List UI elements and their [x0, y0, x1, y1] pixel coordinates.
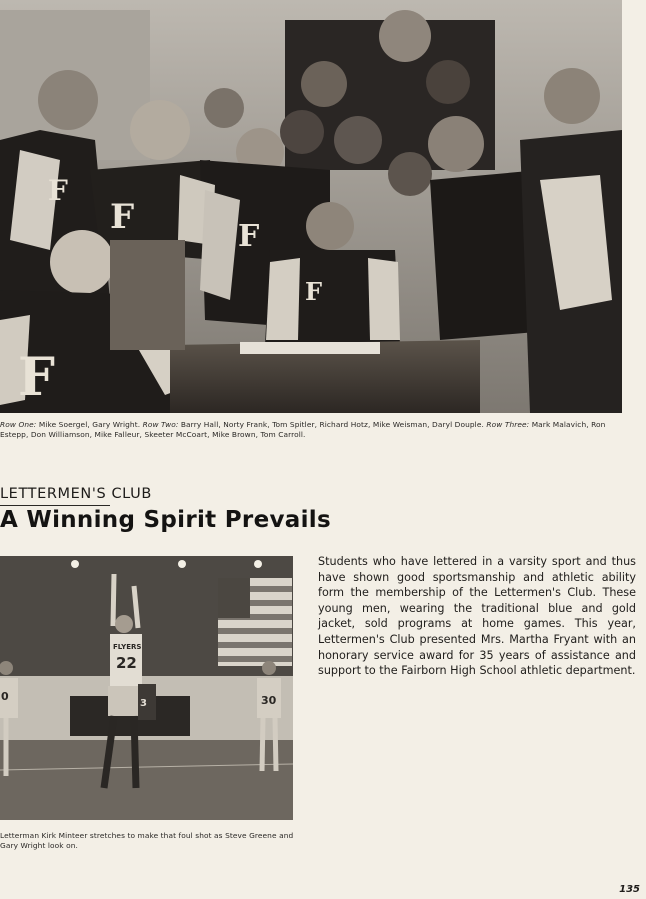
lettermen-group-photo-drawing — [0, 0, 622, 413]
caption-row-one-names: Mike Soergel, Gary Wright. — [36, 420, 143, 429]
foul-shot-caption: Letterman Kirk Minteer stretches to make that foul shot as Steve Greene and Gary Wright look on. — [0, 831, 294, 850]
page-headline: A Winning Spirit Prevails — [0, 507, 331, 533]
left-player-jersey-number: 0 — [1, 690, 9, 703]
caption-row-one-label: Row One: — [0, 420, 37, 429]
jacket-letter-2: F — [110, 197, 135, 237]
shooter-jersey-number: 22 — [116, 654, 137, 672]
foul-shot-photo-drawing — [0, 556, 293, 820]
jacket-letter-5: F — [305, 277, 323, 306]
caption-row-three-label: Row Three: — [486, 420, 530, 429]
jacket-letter-4: F — [48, 174, 68, 207]
right-player-jersey-number: 30 — [261, 694, 277, 707]
page-number: 135 — [619, 884, 640, 895]
shooter-jersey-team: FLYERS — [113, 643, 142, 651]
caption-row-two-label: Row Two: — [142, 420, 179, 429]
section-label: LETTERMEN'S CLUB — [0, 486, 152, 502]
jacket-letter-3: F — [238, 219, 260, 254]
jacket-letter-1: F — [18, 347, 55, 408]
section-divider — [0, 505, 110, 506]
caption-row-three-names: Mark Malavich, Ron Estepp, Don Williamson, Mike Falleur, Skeeter McCoart, Mike Brown, Tom Carroll. — [0, 420, 606, 439]
lettermen-group-photo — [0, 0, 622, 413]
article-body: Students who have lettered in a varsity sport and thus have shown good sportsmanship and athletic ability form the membership of the Lettermen's Club. These young men, wearing the traditional blue and gold jacket, sold programs at home games. This year, Lettermen's Club presented Mrs. Martha Fryant with an honorary service award for 35 years of assistance and support to the Fairborn High School athletic department. — [318, 555, 636, 678]
back-player-jersey-number: 3 — [140, 698, 147, 709]
group-photo-caption — [0, 420, 636, 440]
foul-shot-photo — [0, 556, 293, 820]
caption-row-two-names: Barry Hall, Norty Frank, Tom Spitler, Richard Hotz, Mike Weisman, Daryl Douple. — [178, 420, 487, 429]
